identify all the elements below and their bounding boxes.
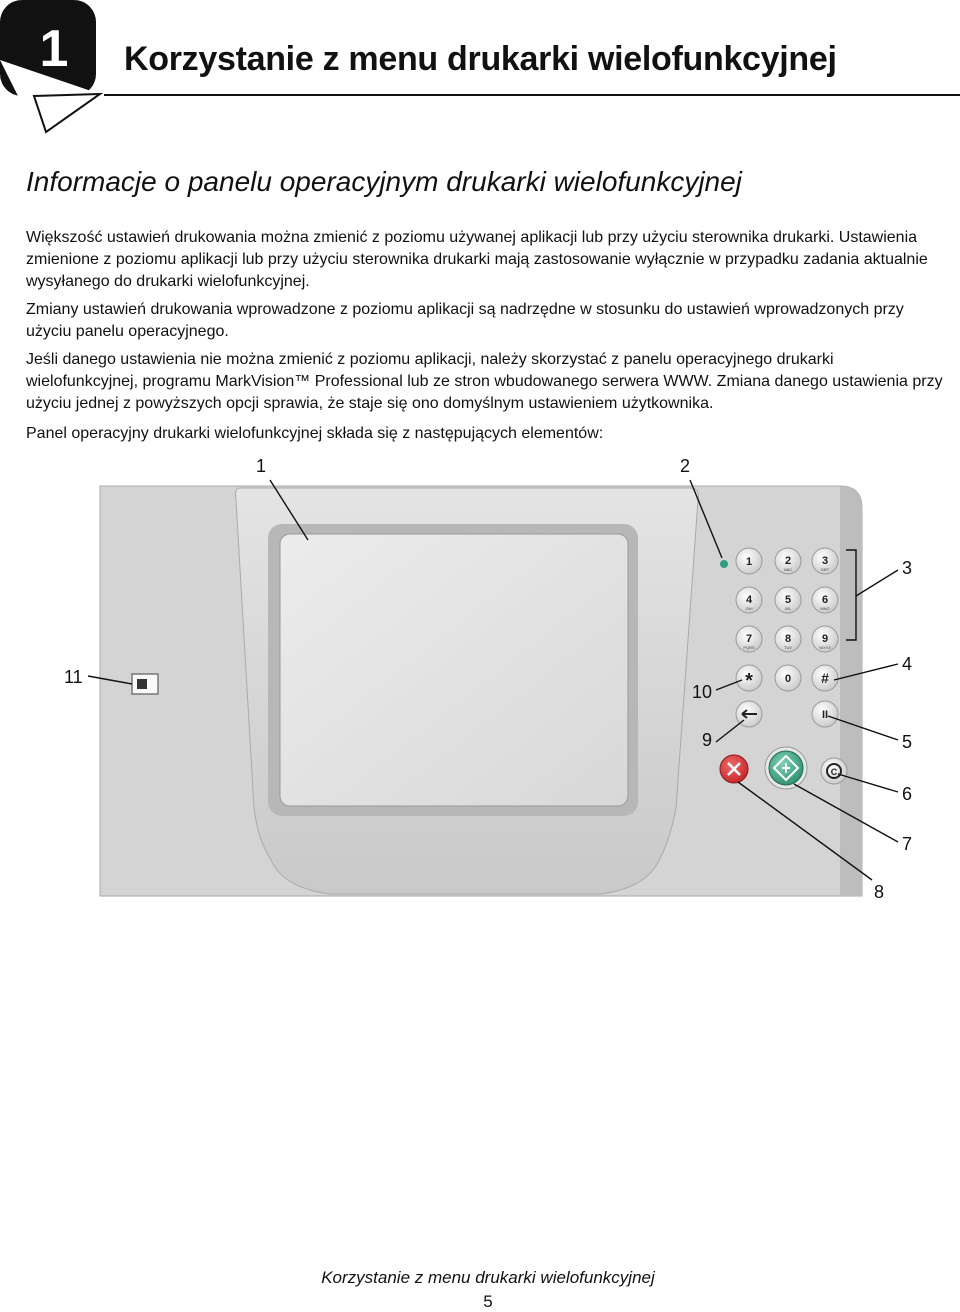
section-heading: Informacje o panelu operacyjnym drukarki wielofunkcyjnej	[26, 166, 742, 197]
key-0[interactable]	[775, 665, 801, 691]
key-9[interactable]	[812, 626, 838, 652]
indicator-light	[720, 560, 728, 568]
paragraph-4: Panel operacyjny drukarki wielofunkcyjnej składa się z następujących elementów:	[26, 425, 604, 442]
callout-5: 5	[902, 732, 913, 752]
paragraph-2: Zmiany ustawień drukowania wprowadzone z poziomu aplikacji są nadrzędne w stosunku do ustawień wprowadzonych przy użyciu panelu operacyjnego.	[26, 301, 904, 340]
svg-text:PQRS: PQRS	[743, 645, 755, 650]
svg-text:TUV: TUV	[784, 645, 792, 650]
chapter-number: 1	[39, 20, 69, 78]
svg-text:5: 5	[784, 594, 792, 606]
svg-text:8: 8	[784, 633, 792, 645]
callout-7: 7	[902, 834, 913, 854]
svg-text:1: 1	[745, 556, 753, 568]
paragraph-1: Większość ustawień drukowania można zmienić z poziomu używanej aplikacji lub przy użyciu sterownika drukarki. Ustawienia zmienione z poziomu aplikacji lub przy użyciu sterownika drukarki mają zastosowanie wyłącznie w przypadku zadania aktualnie wysyłanego do drukarki wielofunkcyjnej.	[26, 229, 928, 290]
svg-text:II: II	[821, 709, 829, 721]
key-5[interactable]	[775, 587, 801, 613]
pause-button[interactable]	[812, 701, 838, 727]
svg-text:4: 4	[745, 594, 753, 606]
callout-8: 8	[874, 882, 885, 902]
svg-text:0: 0	[784, 673, 792, 685]
chapter-number-badge	[0, 0, 110, 150]
callout-6: 6	[902, 784, 913, 804]
key-1[interactable]	[736, 548, 762, 574]
copy-button[interactable]	[821, 758, 847, 784]
callout-1: 1	[256, 456, 267, 476]
svg-text:3: 3	[821, 555, 829, 567]
paragraph-3: Jeśli danego ustawienia nie można zmienić z poziomu aplikacji, należy skorzystać z panelu operacyjnego drukarki wielofunkcyjnej, programu MarkVision™ Professional lub ze stron wbudowanego serwera WWW. Zmiana danego ustawienia przy użyciu jednej z powyższych opcji sprawia, że staje się ono domyślnym ustawieniem użytkownika.	[26, 351, 943, 412]
chapter-title: Korzystanie z menu drukarki wielofunkcyjnej	[124, 40, 837, 78]
svg-text:2: 2	[784, 555, 792, 567]
start-button[interactable]	[765, 747, 807, 789]
callout-3: 3	[902, 558, 913, 578]
svg-text:9: 9	[821, 633, 829, 645]
callout-9: 9	[702, 730, 713, 750]
footer-title: Korzystanie z menu drukarki wielofunkcyjnej	[321, 1268, 655, 1287]
svg-text:GHI: GHI	[745, 606, 753, 611]
svg-text:ABC: ABC	[783, 567, 793, 572]
key-8[interactable]	[775, 626, 801, 652]
svg-text:MNO: MNO	[820, 606, 830, 611]
title-rule	[104, 94, 960, 96]
stop-button[interactable]	[720, 755, 748, 783]
callout-4: 4	[902, 654, 913, 674]
operator-panel-figure	[0, 448, 960, 908]
callout-11: 11	[64, 667, 83, 687]
svg-text:DEF: DEF	[821, 567, 829, 572]
key-star[interactable]	[736, 665, 762, 692]
key-2[interactable]	[775, 548, 801, 574]
key-6[interactable]	[812, 587, 838, 613]
svg-text:6: 6	[821, 594, 829, 606]
svg-text:JKL: JKL	[784, 606, 792, 611]
callout-10: 10	[692, 682, 713, 702]
callout-2: 2	[680, 456, 691, 476]
svg-text:*: *	[745, 670, 753, 692]
svg-text:WXYZ: WXYZ	[819, 645, 831, 650]
key-3[interactable]	[812, 548, 838, 574]
svg-text:#: #	[821, 670, 829, 686]
page-number: 5	[483, 1292, 493, 1311]
key-4[interactable]	[736, 587, 762, 613]
svg-text:7: 7	[745, 633, 753, 645]
key-hash[interactable]	[812, 665, 838, 691]
svg-text:C: C	[830, 767, 838, 777]
key-7[interactable]	[736, 626, 762, 652]
